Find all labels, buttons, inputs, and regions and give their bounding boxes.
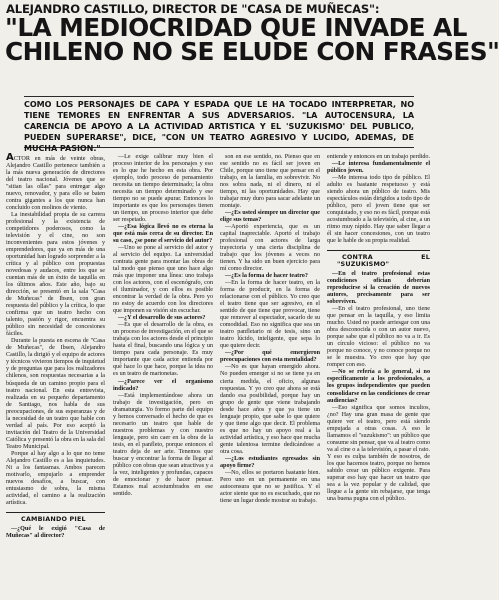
article-headline xyxy=(5,13,499,66)
answer: —Le exige calibrar muy bien el proceso interior de los personajes y eso es lo que he hecho en esta obra. Por ejemplo, todo proceso de pensamiento necesita un tiempo determinado; la obra necesita un tiempo determinado y ese tiempo no se puede apurar. Entonces lo importante es que los personajes tienen un tiempo, un proceso interior que debe ser respetado. xyxy=(113,154,213,224)
answer: —Me interesa todo tipo de público. El adulto es bastante respetuoso y está siendo ahora un público de teatro. Mis espectáculos están dirigidos a todo tipo de público, pero el joven tiene que ser conquistado, y eso no es fácil, porque está acostumbrado a la televisión, al cine, a un ritmo muy rápido. Hay que saber llegar a él sin hacer concesiones, con un teatro que le hable de su propia realidad. xyxy=(327,175,430,245)
question: —¿Por qué emergieron preocupaciones con esta mentalidad? xyxy=(220,350,320,364)
headline-line-1: "LA MEDIOCRIDAD QUE INVADE AL xyxy=(5,13,467,42)
answer: —Está implementándose ahora un trabajo de investigación, pero en dramaturgia. Yo formo parte del equipo y hemos conversado el hecho de que es necesario un teatro que hable de nuestros problemas y con nuestro lenguaje, pero sin caer en la obra de la tesis, en el panfleto, porque entonces el teatro deja de ser arte. Tenemos que buscar y encontrar la forma de llegar al público con obras que sean atractivas y a la vez, inteligentes y profundas, capaces de emocionar y de hacer pensar. Estamos mal acostumbrados en ese sentido. xyxy=(113,392,213,497)
question: —¿Los estudiantes egresados sin apoyo firme? xyxy=(220,455,320,469)
answer: —Aportó experiencia, que es un capital inapreciable. Aportó el trabajo profesional con actores de larga trayectoria y una cierta disciplina de trabajo que los jóvenes a veces no tienen. Y ha sido un buen ejercicio para mí como director. xyxy=(220,224,320,273)
text-column-2 xyxy=(113,154,213,594)
text-column-4 xyxy=(327,154,430,594)
answer: —No, ellos se portaron bastante bien. Pero uno en un permanente en una autocensura que no se justifica. Y el actor siente que no es escuchado, que no tiene un lugar donde mostrar su trabajo. xyxy=(220,469,320,504)
section-subhead: CONTRA EL "SUZUKISMO" xyxy=(327,250,430,271)
paragraph: La inestabilidad propia de su carrera profesional y la existencia de competidores poderosos, como la televisión y el cine, no son inconvenientes para estos jóvenes y emprendedores, que ya en más de una oportunidad han logrado sorprender a la crítica y al público con propuestas novedosas y audaces, entre los que se cuentan más de un éxito de taquilla en los últimos años. Este año, bajo su dirección, se presentó en la sala "Casa de Muñecas" de Ibsen, con gran respuesta del público y la crítica, lo que confirma que un teatro hecho con talento, pasión y rigor, encuentra su público sin necesidad de concesiones fáciles. xyxy=(6,212,105,338)
text-column-1 xyxy=(6,154,105,594)
paragraph xyxy=(6,154,105,212)
answer: —Es que el desarrollo de la obra, es un proceso de investigación, en el que se trabaja con los actores desde el principio hasta el final, buscando una lógica y un tiempo para cada personaje. Es muy importante que cada actor entienda por qué hace lo que hace, porque la idea no es un teatro de marionetas. xyxy=(113,322,213,378)
question: —En el teatro profesional estas condiciones ofician deberían reproducirse si la creación de nuevos autores, precisamente para ser sobreviven. xyxy=(327,271,430,306)
answer: —No es que hayan emergido ahora. No pueden emerger si no se tiene ya en cierta medida, el oficio, algunas respuestas. Y yo creo que ahora se está dando esa posibilidad, porque hay un grupo de gente que viene trabajando desde hace años y que ya tiene un lenguaje propio, que sabe lo que quiere y que tiene algo que decir. El problema es que no hay un apoyo real a la actividad artística, y eso hace que mucha gente talentosa termine dedicándose a otra cosa. xyxy=(220,364,320,455)
article-summary: COMO LOS PERSONAJES DE CAPA Y ESPADA QUE LE HA TOCADO INTERPRETAR, NO TIENE TEMORES EN ENFRENTAR A SUS ADVERSARIOS. "LA AUTOCENSURA, LA CARENCIA DE APOYO A LA ACTIVIDAD ARTISTICA Y EL 'SUZUKISMO' DEL PUBLICO, PUEDEN SUPERARSE", DICE, "CON UN TEATRO AGRESIVO Y LUCIDO, ADEMAS, DE MUCHA PASION." xyxy=(24,96,414,148)
answer: son en ese sentido, no. Pienso que en ese sentido no es fácil ser joven en Chile, porque uno tiene que pensar en el trabajo, en la familia, en sobrevivir. No nos sobra nada, ni el dinero, ni el tiempo, ni las oportunidades. Hay que trabajar muy duro para sacar adelante un montaje. xyxy=(220,154,320,210)
question: —¿Qué le exigió "Casa de Muñecas" al director? xyxy=(6,525,105,539)
question: —¿Y el desarrollo de sus actores? xyxy=(118,315,206,322)
paragraph: Durante la puesta en escena de "Casa de Muñecas", de Ibsen, Alejandro Castillo, la dirigió y el equipo de actores y técnicos vivieron tiempos de inquietud y de preguntas que para los realizadores chilenos, son respuestas necesarias a la búsqueda de un camino propio para el teatro nacional. En esta entrevista, realizada en su pequeño departamento de Santiago, nos habla de sus preocupaciones, de sus esperanzas y de la necesidad de un teatro que hable con verdad al país. Por eso aceptó la invitación del Teatro de la Universidad Católica y presentó la obra en la sala del Teatro Municipal. xyxy=(6,338,105,450)
question: —No se refería a lo general, si no específicamente a los profesionales, a los grupos independientes que pueden consolidarse en las condiciones de crear audiencias? xyxy=(327,369,430,404)
paragraph-text: CTOR en más de veinte obras, Alejandro Castillo pertenece también a la más nueva generación de directores del teatro nacional. Jóvenes que se "sitian las ollas" para entregar algo nuevo, renovador, y para ello se baten contra gigantes a los que nunca han concluido con molinos de viento. xyxy=(6,156,105,212)
question: —¿Esa lógica llevó no es eterna la que está más cerca de su director. En su caso, ¿se pone el servicio del autor? xyxy=(113,224,213,245)
answer: —Eso significa que somos incultos, ¿no? Hay una gran masa de gente que quiere ver el teatro, pero está siendo empujada a otras cosas. A eso le llamamos el "suzukismo": un público que consume sin pensar, que va al teatro como va al cine o a la televisión, a pasar el rato. Y eso es culpa también de nosotros, de los que hacemos teatro, porque no hemos sabido crear un público exigente. Para superar eso hay que hacer un teatro que sea a la vez popular y de calidad, que llegue a la gente sin rebajarse, que tenga una buena pugna con el público. xyxy=(327,404,430,502)
answer: entiende y entonces en un trabajo perdido. xyxy=(327,154,431,160)
text-column-3 xyxy=(220,154,320,594)
paragraph: Porque al hay algo a lo que no teme Alejandro Castillo es a las inquietudes. Ni a los fantasmas. Ambos parecen motivarlo, empujarlo a emprender nuevos desafíos, a buscar, con entusiasmo de sobra, la misma actividad, el camino a la realización artística. xyxy=(6,450,105,506)
answer: —En la forma de hacer teatro, en la forma de producir, en la forma de relacionarse con el público. Yo creo que el teatro tiene que ser agresivo, en el sentido de que tiene que provocar, tiene que remover al espectador, sacarlo de su comodidad. Eso no significa que sea un teatro panfletario ni de tesis, sino un teatro lúcido, inteligente, que sepa lo que quiere decir. xyxy=(220,280,320,350)
article-kicker: ALEJANDRO CASTILLO, DIRECTOR DE "CASA DE MUÑECAS": xyxy=(6,2,380,16)
question: —¿Es la forma de hacer teatro? xyxy=(225,273,308,280)
drop-cap: A xyxy=(6,152,14,163)
question: —Le interesa fundamentalmente el público joven. xyxy=(327,161,430,175)
section-subhead: CAMBIANDO PIEL xyxy=(6,512,105,526)
question: —¿Es usted siempre un director que elige sus temas? xyxy=(220,210,320,224)
answer: —Uno se pone al servicio del autor y al servicio del equipo. La universidad contrata gente para montar las obras de tal modo que pienso que uno hace algo más que imponer una línea: uno trabaja con los actores, con el escenógrafo, con el iluminador, y con ellos es posible encontrar la verdad de la obra. Pero yo no estoy de acuerdo con los directores que imponen su visión sin escuchar. xyxy=(113,245,213,315)
question: —¿Parece ver el organismo indicado? xyxy=(113,378,213,392)
answer: —En el teatro profesional, uno tiene que pensar en la taquilla, y eso limita mucho. Usted no puede arriesgar con una obra desconocida o con un autor nuevo, porque sabe que el público no va a ir. Es un círculo vicioso: el público no va porque no conoce, y no conoce porque no se le muestra. Yo creo que hay que romper con eso. xyxy=(327,306,430,369)
headline-line-2: CHILENO NO SE ELUDE CON FRASES" xyxy=(5,37,499,66)
